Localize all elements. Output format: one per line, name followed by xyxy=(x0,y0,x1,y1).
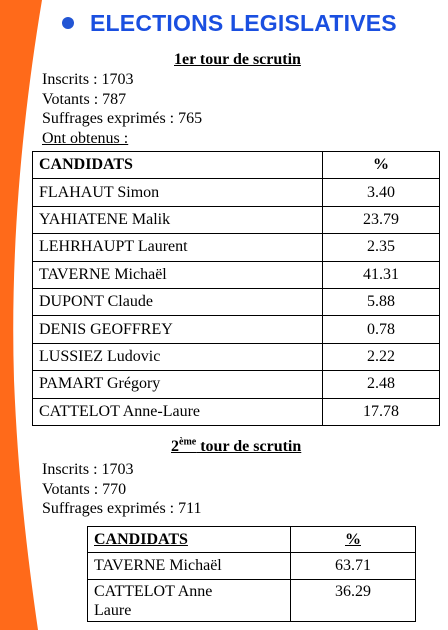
round1-heading: 1er tour de scrutin xyxy=(174,51,301,68)
table-row xyxy=(33,343,440,370)
candidate-percent: 17.78 xyxy=(323,398,440,425)
candidate-percent: 3.40 xyxy=(323,179,440,206)
round2-stats xyxy=(42,460,202,519)
title-row xyxy=(62,8,397,38)
round2-votants: Votants : 770 xyxy=(42,480,127,498)
table-row xyxy=(88,580,416,622)
table-row xyxy=(33,398,440,425)
table-header-row xyxy=(33,152,440,179)
candidate-name: CATTELOT Anne-Laure xyxy=(33,398,323,425)
header-percent: % xyxy=(291,527,416,553)
candidate-percent: 36.29 xyxy=(291,580,416,622)
round1-results-table xyxy=(32,151,440,426)
round1-inscrits: Inscrits : 1703 xyxy=(42,71,134,88)
candidate-name-line1: CATTELOT Anne xyxy=(94,583,213,600)
candidate-name: DUPONT Claude xyxy=(33,288,323,315)
table-row xyxy=(33,261,440,288)
round1-suffrages: Suffrages exprimés : 765 xyxy=(42,110,203,127)
candidate-name: FLAHAUT Simon xyxy=(33,179,323,206)
candidate-name: TAVERNE Michaël xyxy=(88,553,291,580)
header-candidats: CANDIDATS xyxy=(88,527,291,553)
candidate-percent: 63.71 xyxy=(291,553,416,580)
table-row xyxy=(33,179,440,206)
table-header-row xyxy=(88,527,416,553)
candidate-percent: 2.48 xyxy=(323,371,440,398)
table-row xyxy=(33,206,440,233)
page-title: ELECTIONS LEGISLATIVES xyxy=(90,9,397,36)
round2-inscrits: Inscrits : 1703 xyxy=(42,461,134,478)
round2-heading-number: 2 xyxy=(171,438,179,455)
candidate-name xyxy=(88,580,291,622)
table-row xyxy=(33,316,440,343)
candidate-name: LEHRHAUPT Laurent xyxy=(33,234,323,261)
candidate-name: YAHIATENE Malik xyxy=(33,206,323,233)
table-row xyxy=(33,234,440,261)
round1-votants: Votants : 787 xyxy=(42,90,127,108)
candidate-percent: 0.78 xyxy=(323,316,440,343)
candidate-percent: 41.31 xyxy=(323,261,440,288)
table-row xyxy=(88,553,416,580)
candidate-name: DENIS GEOFFREY xyxy=(33,316,323,343)
candidate-name: PAMART Grégory xyxy=(33,371,323,398)
candidate-percent: 2.35 xyxy=(323,234,440,261)
candidate-percent: 23.79 xyxy=(323,206,440,233)
table-row xyxy=(33,371,440,398)
round1-obtenus-label: Ont obtenus : xyxy=(42,129,129,147)
round2-suffrages: Suffrages exprimés : 711 xyxy=(42,500,202,517)
header-percent: % xyxy=(323,152,440,179)
round1-stats xyxy=(42,70,202,148)
header-candidats: CANDIDATS xyxy=(33,152,323,179)
candidate-percent: 5.88 xyxy=(323,288,440,315)
candidate-name-line2: Laure xyxy=(94,602,132,619)
candidate-name: LUSSIEZ Ludovic xyxy=(33,343,323,370)
table-row xyxy=(33,288,440,315)
round2-results-table xyxy=(87,526,416,622)
candidate-percent: 2.22 xyxy=(323,343,440,370)
round2-heading xyxy=(171,438,301,456)
round2-heading-suffix: ème xyxy=(179,436,197,448)
candidate-name: TAVERNE Michaël xyxy=(33,261,323,288)
bullet-icon xyxy=(62,17,74,29)
round2-heading-text: tour de scrutin xyxy=(196,438,302,455)
